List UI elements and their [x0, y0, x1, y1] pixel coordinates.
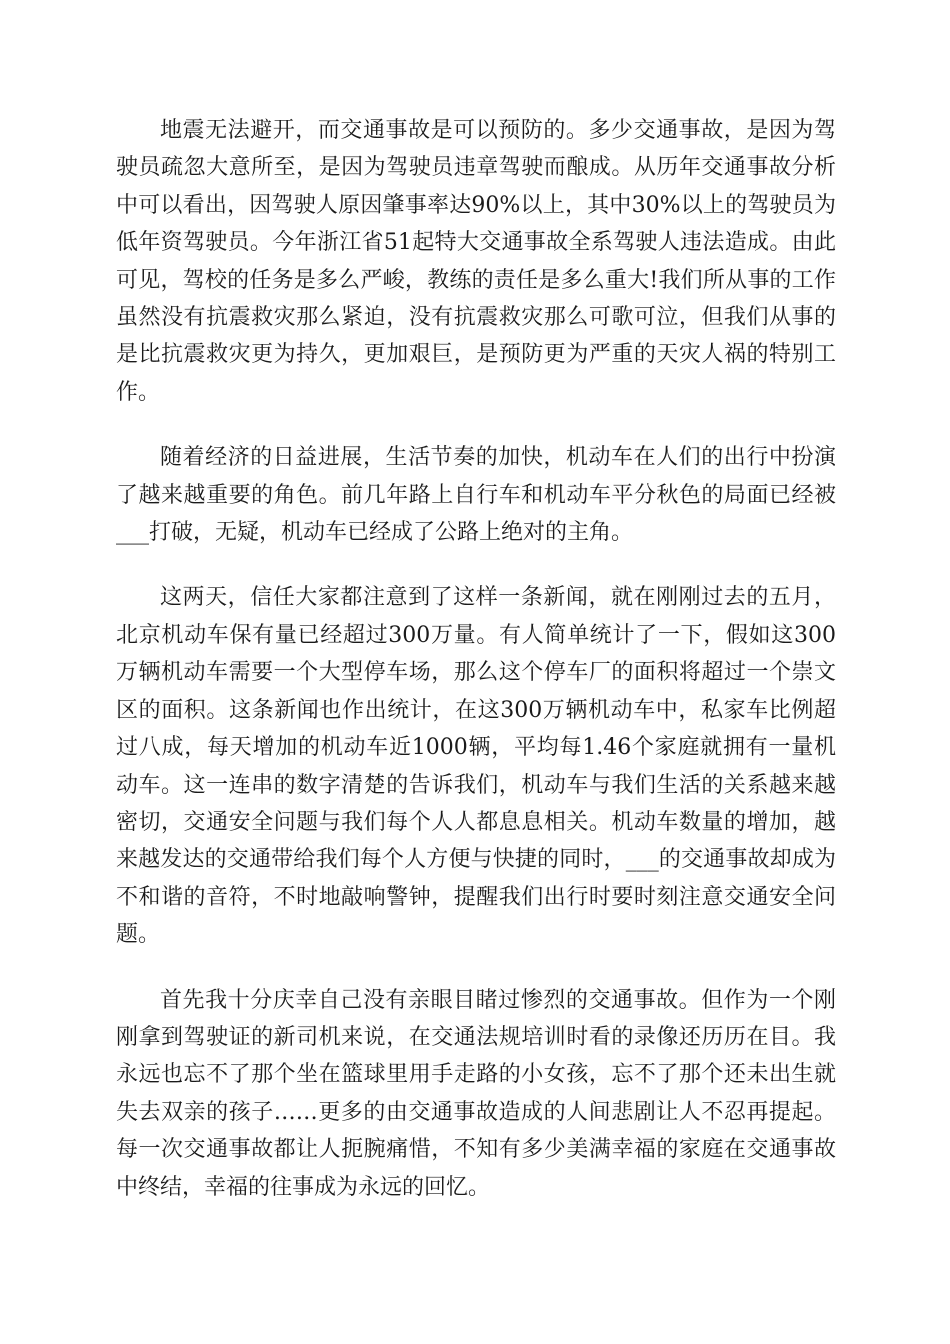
paragraph: 首先我十分庆幸自己没有亲眼目睹过惨烈的交通事故。但作为一个刚刚拿到驾驶证的新司机来说，在交通法规培训时看的录像还历历在目。我永远也忘不了那个坐在篮球里用手走路的小女孩，忘不了那个还未出生就失去双亲的孩子……更多的由交通事故造成的人间悲剧让人不忍再提起。每一次交通事故都让人扼腕痛惜，不知有多少美满幸福的家庭在交通事故中终结，幸福的往事成为永远的回忆。 — [116, 987, 836, 1200]
document-page — [116, 112, 836, 1234]
paragraph: 地震无法避开，而交通事故是可以预防的。多少交通事故，是因为驾驶员疏忽大意所至，是因为驾驶员违章驾驶而酿成。从历年交通事故分析中可以看出，因驾驶人原因肇事率达90%以上，其中30%以上的驾驶员为低年资驾驶员。今年浙江省51起特大交通事故全系驾驶人违法造成。由此可见，驾校的任务是多么严峻，教练的责任是多么重大!我们所从事的工作虽然没有抗震救灾那么紧迫，没有抗震救灾那么可歌可泣，但我们从事的是比抗震救灾更为持久，更加艰巨，是预防更为严重的天灾人祸的特别工作。 — [116, 118, 836, 405]
paragraph: 随着经济的日益进展，生活节奏的加快，机动车在人们的出行中扮演了越来越重要的角色。前几年路上自行车和机动车平分秋色的局面已经被___打破，无疑，机动车已经成了公路上绝对的主角。 — [116, 445, 836, 546]
paragraph: 这两天，信任大家都注意到了这样一条新闻，就在刚刚过去的五月，北京机动车保有量已经超过300万量。有人简单统计了一下，假如这300万辆机动车需要一个大型停车场，那么这个停车厂的面积将超过一个崇文区的面积。这条新闻也作出统计，在这300万辆机动车中，私家车比例超过八成，每天增加的机动车近1000辆，平均每1.46个家庭就拥有一量机动车。这一连串的数字清楚的告诉我们，机动车与我们生活的关系越来越密切，交通安全问题与我们每个人人都息息相关。机动车数量的增加，越来越发达的交通带给我们每个人方便与快捷的同时，___的交通事故却成为不和谐的音符，不时地敲响警钟，提醒我们出行时要时刻注意交通安全问题。 — [116, 585, 836, 948]
